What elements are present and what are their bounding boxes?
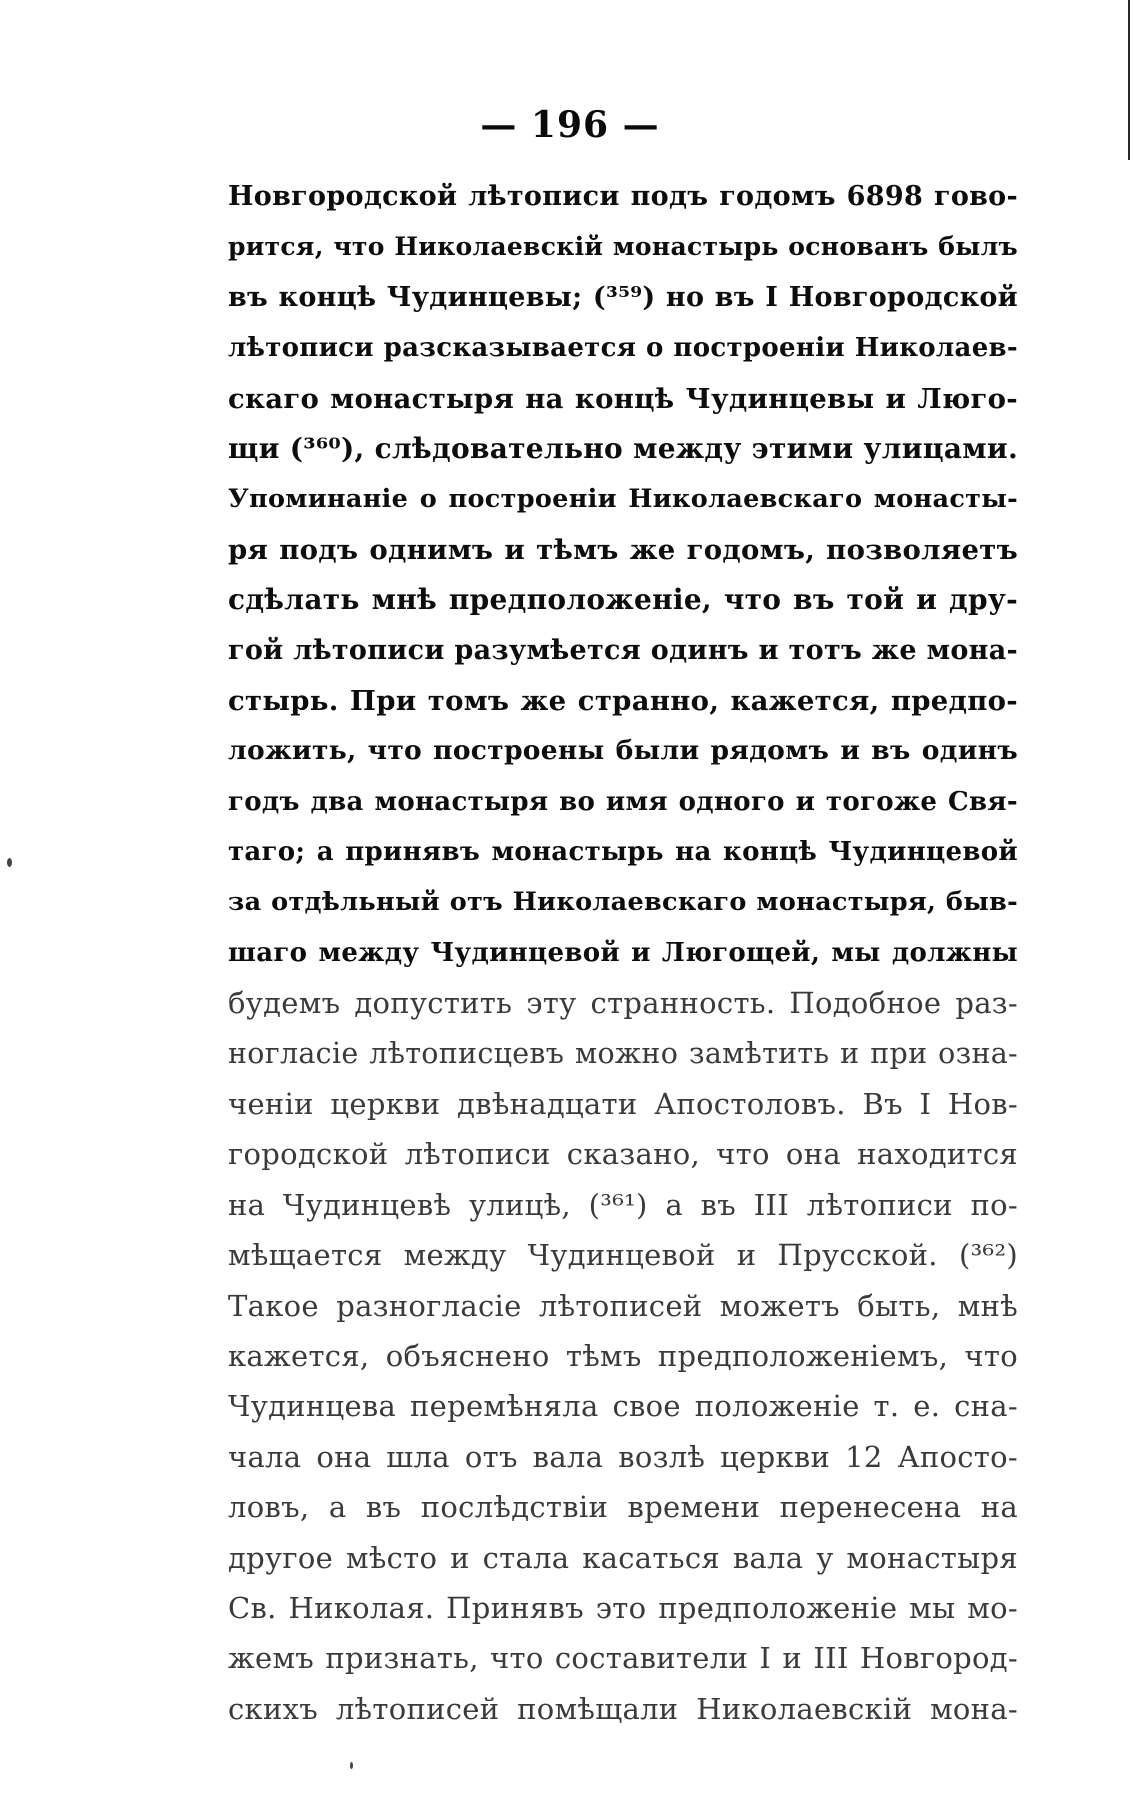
text-line: жемъ признать, что составители I и III Новгород-	[228, 1641, 1018, 1676]
text-line: на Чудинцевѣ улицѣ, (³⁶¹) а въ III лѣтописи по-	[228, 1187, 1018, 1222]
text-line: скихъ лѣтописей помѣщали Николаевскій мона-	[228, 1691, 1018, 1726]
text-line: скаго монастыря на концѣ Чудинцевы и Люго-	[228, 382, 1018, 415]
text-line: шаго между Чудинцевой и Люгощей, мы должны	[228, 937, 1018, 968]
text-line: чала она шла отъ вала возлѣ церкви 12 Апосто-	[228, 1439, 1018, 1474]
text-line: городской лѣтописи сказано, что она находится	[228, 1137, 1018, 1172]
text-line: сдѣлать мнѣ предположеніе, что въ той и дру-	[228, 583, 1018, 617]
ink-speck	[7, 858, 12, 867]
text-line: за отдѣльный отъ Николаевскаго монастыря, быв-	[228, 887, 1018, 918]
text-line: ченіи церкви двѣнадцати Апостоловъ. Въ I Нов-	[228, 1087, 1018, 1122]
ink-speck	[350, 1762, 353, 1769]
text-line: годъ два монастыря во имя одного и тогоже Свя-	[228, 786, 1018, 817]
page-number: — 196 —	[480, 104, 660, 146]
text-line	[228, 172, 1018, 273]
text-line: другое мѣсто и стала касаться вала у монастыря	[228, 1540, 1018, 1575]
text-line: таго; а принявъ монастырь на концѣ Чудинцевой	[228, 837, 1018, 868]
text-line: мѣщается между Чудинцевой и Прусской. (³⁶²)	[228, 1238, 1018, 1273]
text-line: гой лѣтописи разумѣется одинъ и тотъ же мона-	[228, 634, 1018, 666]
text-line: стырь. При томъ же странно, кажется, предпо-	[228, 684, 1018, 717]
text-line: Такое разногласіе лѣтописей можетъ быть, мнѣ	[228, 1288, 1018, 1323]
text-line: Чудинцева перемѣняла свое положеніе т. е. сна-	[228, 1389, 1018, 1424]
text-line: Упоминаніе о построеніи Николаевскаго монасты-	[228, 484, 1018, 515]
text-line: лѣтописи разсказывается о построеніи Николаев-	[228, 333, 1018, 364]
text-line: Св. Николая. Принявъ это предположеніе мы мо-	[228, 1590, 1018, 1625]
text-line-part: рится, что Николаевскій монастырь основанъ былъ	[228, 232, 1018, 262]
text-line: ложить, что построены были рядомъ и въ одинъ	[228, 735, 1018, 767]
text-line-part: Новгородской лѣтописи подъ годомъ 6898 гово-	[228, 181, 1018, 212]
text-line: будемъ допустить эту странность. Подобное раз-	[228, 986, 1018, 1021]
text-line: въ концѣ Чудинцевы; (³⁵⁹) но въ I Новгородской	[228, 281, 1018, 313]
text-line: кажется, объяснено тѣмъ предположеніемъ, что	[228, 1338, 1018, 1373]
text-line: щи (³⁶⁰), слѣдовательно между этими улицами.	[228, 431, 1018, 465]
text-line: ногласіе лѣтописцевъ можно замѣтить и при озна-	[228, 1036, 1018, 1070]
text-line: ря подъ однимъ и тѣмъ же годомъ, позволяетъ	[228, 533, 1018, 566]
body-text	[228, 172, 1018, 1734]
text-line: ловъ, а въ послѣдствіи времени перенесена на	[228, 1490, 1018, 1525]
